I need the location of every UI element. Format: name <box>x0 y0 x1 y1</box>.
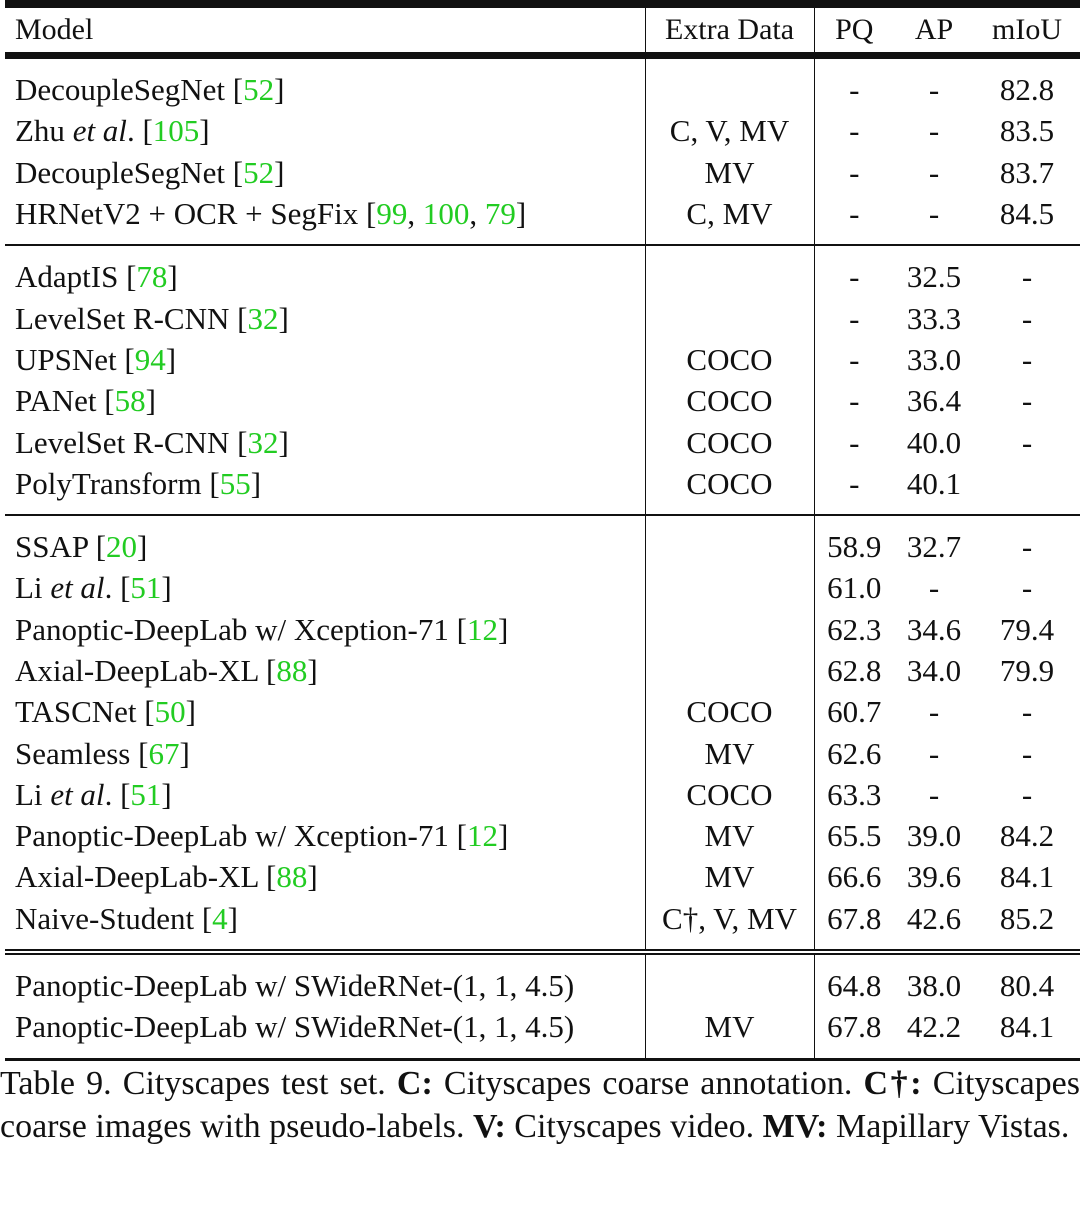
model-cell: TASCNet [50] <box>15 694 196 730</box>
citation-link[interactable]: 51 <box>130 776 162 812</box>
caption-lead: Table 9. Cityscapes test set. <box>0 1065 397 1102</box>
citation-link[interactable]: 4 <box>212 900 228 936</box>
ap-cell: 38.0 <box>894 952 974 1006</box>
ap-cell: 32.5 <box>894 245 974 297</box>
citation-link[interactable]: 100 <box>422 196 470 232</box>
model-name: PANet <box>15 383 105 419</box>
ap-cell: 36.4 <box>906 383 962 419</box>
model-cell: Axial-DeepLab-XL [88] <box>15 859 318 895</box>
pq-cell: - <box>849 424 860 460</box>
model-name: DecoupleSegNet <box>15 154 233 190</box>
ap-cell: 42.2 <box>894 1006 974 1059</box>
citation-link[interactable]: 20 <box>106 529 138 565</box>
header-extra-data: Extra Data <box>645 4 814 56</box>
ap-cell: - <box>928 570 940 606</box>
caption-text: Cityscapes coarse annotation. <box>432 1065 864 1102</box>
caption-key: C†: <box>863 1065 922 1102</box>
citation-link[interactable]: 12 <box>466 818 498 854</box>
table-row <box>5 815 1080 856</box>
model-name: Axial-DeepLab-XL <box>15 859 267 895</box>
miou-cell: 82.8 <box>999 72 1055 108</box>
pq-cell: 62.8 <box>827 653 882 688</box>
model-name: LevelSet R-CNN <box>15 424 238 460</box>
ap-cell: - <box>928 776 940 812</box>
miou-cell: 83.7 <box>999 154 1055 190</box>
model-cell: Panoptic-DeepLab w/ Xception-71 [12] <box>15 818 509 854</box>
extra-data-cell: MV <box>645 152 814 193</box>
miou-cell: 84.1 <box>974 1006 1080 1059</box>
pq-cell: 63.3 <box>827 776 882 812</box>
caption-key: C: <box>396 1065 433 1102</box>
caption-text: Cityscapes video. <box>505 1108 763 1145</box>
pq-cell: 67.8 <box>814 1006 894 1059</box>
pq-cell: - <box>849 300 860 336</box>
table-row <box>5 898 1080 952</box>
miou-cell: 84.1 <box>999 859 1055 895</box>
model-name: LevelSet R-CNN <box>15 300 238 336</box>
ap-cell: - <box>928 72 940 108</box>
table-row <box>5 567 1080 608</box>
ap-cell: 33.3 <box>906 300 962 336</box>
model-name: Zhu <box>15 113 65 149</box>
model-cell: Li et al. [51] <box>15 570 172 606</box>
model-name-italic: et al <box>42 776 105 812</box>
citation-link[interactable]: 88 <box>276 859 308 895</box>
table-row <box>5 732 1080 773</box>
model-name: Seamless <box>15 735 139 771</box>
ap-cell: - <box>928 113 940 149</box>
ap-cell: 40.1 <box>906 465 962 501</box>
citation-link[interactable]: 94 <box>134 341 166 377</box>
extra-data-cell <box>645 609 814 650</box>
table-group <box>5 245 1080 515</box>
model-name: Naive-Student <box>15 900 202 936</box>
miou-cell: - <box>974 245 1080 297</box>
header-miou: mIoU <box>992 13 1062 46</box>
extra-data-cell: C, V, MV <box>645 110 814 151</box>
model-cell: PolyTransform [55] <box>15 465 262 501</box>
model-cell: Axial-DeepLab-XL [88] <box>15 653 318 688</box>
table-row <box>5 380 1080 421</box>
model-name: SSAP <box>15 529 96 565</box>
table-row <box>5 463 1080 515</box>
header-model: Model <box>15 13 94 46</box>
ap-cell: 42.6 <box>906 900 962 936</box>
table-caption <box>0 1062 1080 1148</box>
model-name: Panoptic-DeepLab w/ Xception-71 <box>15 818 457 854</box>
extra-data-cell <box>645 650 814 691</box>
model-cell: Seamless [67] <box>15 735 190 771</box>
caption-text: Mapillary Vistas. <box>827 1108 1070 1145</box>
header-pq: PQ <box>835 13 874 46</box>
extra-data-cell: COCO <box>645 691 814 732</box>
citation-link[interactable]: 78 <box>136 259 168 295</box>
model-name: Axial-DeepLab-XL <box>15 653 267 688</box>
citation-link[interactable]: 52 <box>243 72 275 108</box>
extra-data-cell <box>645 952 814 1006</box>
model-name: Panoptic-DeepLab w/ SWideRNet-(1, 1, 4.5) <box>15 1009 575 1045</box>
citation-link[interactable]: 58 <box>114 383 146 419</box>
extra-data-cell <box>645 567 814 608</box>
citation-link[interactable]: 50 <box>154 694 186 730</box>
table-row <box>5 515 1080 567</box>
table-row <box>5 691 1080 732</box>
caption-key: MV: <box>762 1108 828 1145</box>
citation-link[interactable]: 105 <box>152 113 200 149</box>
pq-cell: - <box>849 383 860 419</box>
model-name-italic: et al <box>42 570 105 606</box>
miou-cell: 83.5 <box>999 113 1055 149</box>
model-cell: HRNetV2 + OCR + SegFix [99, 100, 79] <box>15 196 527 232</box>
extra-data-cell: COCO <box>645 774 814 815</box>
model-cell: AdaptIS [78] <box>5 245 645 297</box>
model-cell: SSAP [20] <box>5 515 645 567</box>
miou-cell: - <box>1021 776 1033 812</box>
model-cell <box>5 1006 645 1059</box>
ap-cell: 33.0 <box>906 341 962 377</box>
model-name: Li <box>15 570 43 606</box>
table-row <box>5 609 1080 650</box>
extra-data-cell: COCO <box>645 463 814 515</box>
extra-data-cell: MV <box>645 1006 814 1059</box>
model-name: HRNetV2 + OCR + SegFix <box>15 196 367 232</box>
results-table-container <box>5 0 1080 1061</box>
model-name: Panoptic-DeepLab w/ SWideRNet-(1, 1, 4.5) <box>15 968 575 1004</box>
pq-cell: - <box>849 341 860 377</box>
header-ap: AP <box>914 13 954 46</box>
table-row <box>5 297 1080 338</box>
table-row <box>5 774 1080 815</box>
miou-cell: 85.2 <box>999 900 1055 936</box>
ap-cell: 34.6 <box>906 611 962 647</box>
extra-data-cell <box>645 56 814 111</box>
caption-key: V: <box>473 1108 506 1145</box>
model-name: DecoupleSegNet <box>15 72 233 108</box>
extra-data-cell: COCO <box>645 380 814 421</box>
pq-cell: - <box>849 465 860 501</box>
ap-cell: - <box>928 154 940 190</box>
citation-link[interactable]: 51 <box>130 570 162 606</box>
ap-cell: - <box>928 735 940 771</box>
miou-cell: 79.9 <box>999 653 1055 688</box>
model-name: Panoptic-DeepLab w/ Xception-71 <box>15 611 457 647</box>
miou-cell: 84.5 <box>999 196 1055 232</box>
miou-cell: 80.4 <box>974 952 1080 1006</box>
miou-cell: - <box>1021 383 1033 419</box>
model-cell: Li et al. [51] <box>15 776 172 812</box>
extra-data-cell: MV <box>645 732 814 773</box>
miou-cell: - <box>1021 300 1033 336</box>
table-row <box>5 952 1080 1006</box>
model-name-italic: et al <box>64 113 127 149</box>
table-row <box>5 1006 1080 1059</box>
citation-link[interactable]: 99 <box>376 196 408 232</box>
header-row <box>5 4 1080 56</box>
model-cell: DecoupleSegNet [52] <box>15 154 285 190</box>
model-cell: DecoupleSegNet [52] <box>15 72 285 108</box>
miou-cell: 79.4 <box>999 611 1055 647</box>
model-cell <box>5 952 645 1006</box>
table-row <box>5 421 1080 462</box>
pq-cell: 61.0 <box>827 570 882 606</box>
extra-data-cell: COCO <box>645 339 814 380</box>
citation-link[interactable]: 12 <box>466 611 498 647</box>
extra-data-cell <box>645 245 814 297</box>
citation-link[interactable]: 55 <box>219 465 251 501</box>
citation-link[interactable]: 32 <box>247 424 279 460</box>
table-header <box>5 4 1080 56</box>
model-cell: Zhu et al. [105] <box>15 113 210 149</box>
miou-cell: - <box>1021 570 1033 606</box>
extra-data-cell: MV <box>645 815 814 856</box>
model-name: PolyTransform <box>15 465 210 501</box>
miou-cell: 84.2 <box>999 818 1055 854</box>
ap-cell: - <box>928 196 940 232</box>
miou-cell: - <box>1021 341 1033 377</box>
pq-cell: 62.6 <box>827 735 882 771</box>
pq-cell: - <box>849 72 860 108</box>
table-row <box>5 856 1080 897</box>
ap-cell: 32.7 <box>894 515 974 567</box>
table-row <box>5 650 1080 691</box>
pq-cell: 60.7 <box>827 694 882 730</box>
miou-cell: - <box>1021 694 1033 730</box>
ap-cell: 39.0 <box>906 818 962 854</box>
ap-cell: 39.6 <box>906 859 962 895</box>
model-name: UPSNet <box>15 341 125 377</box>
pq-cell: 64.8 <box>814 952 894 1006</box>
model-name: AdaptIS <box>15 259 127 295</box>
pq-cell: 58.9 <box>814 515 894 567</box>
extra-data-cell: C†, V, MV <box>645 898 814 952</box>
model-cell: UPSNet [94] <box>15 341 177 377</box>
pq-cell: 67.8 <box>827 900 882 936</box>
table-group <box>5 56 1080 246</box>
miou-cell <box>974 463 1080 515</box>
table-row <box>5 56 1080 111</box>
extra-data-cell <box>645 515 814 567</box>
table-row <box>5 245 1080 297</box>
model-cell: PANet [58] <box>15 383 156 419</box>
citation-link[interactable]: 79 <box>484 196 516 232</box>
pq-cell: - <box>849 154 860 190</box>
results-table <box>5 0 1080 1061</box>
miou-cell: - <box>974 515 1080 567</box>
pq-cell: - <box>814 245 894 297</box>
table-group <box>5 952 1080 1059</box>
citation-link[interactable]: 88 <box>276 653 308 688</box>
citation-link[interactable]: 32 <box>247 300 279 336</box>
extra-data-cell <box>645 297 814 338</box>
extra-data-cell: MV <box>645 856 814 897</box>
extra-data-cell: C, MV <box>645 193 814 245</box>
pq-cell: 66.6 <box>827 859 882 895</box>
ap-cell: 40.0 <box>906 424 962 460</box>
model-name-suffix: . <box>104 776 121 812</box>
pq-cell: - <box>849 113 860 149</box>
table-row <box>5 339 1080 380</box>
table-row <box>5 193 1080 245</box>
citation-link[interactable]: 67 <box>148 735 180 771</box>
pq-cell: 62.3 <box>827 611 882 647</box>
pq-cell: - <box>849 196 860 232</box>
table-row <box>5 152 1080 193</box>
miou-cell: - <box>1021 735 1033 771</box>
caption-text: Cityscapes coarse images with pseudo-labels. <box>0 1065 1080 1145</box>
ap-cell: - <box>928 694 940 730</box>
citation-link[interactable]: 52 <box>243 154 275 190</box>
ap-cell: 34.0 <box>906 653 962 688</box>
model-cell: Naive-Student [4] <box>15 900 238 936</box>
table-group <box>5 515 1080 952</box>
model-cell: LevelSet R-CNN [32] <box>15 300 289 336</box>
pq-cell: 65.5 <box>827 818 882 854</box>
extra-data-cell: COCO <box>645 421 814 462</box>
model-cell: LevelSet R-CNN [32] <box>15 424 289 460</box>
table-row <box>5 110 1080 151</box>
model-name-suffix: . <box>126 113 143 149</box>
model-name: TASCNet <box>15 694 145 730</box>
model-name: Li <box>15 776 43 812</box>
miou-cell: - <box>1021 424 1033 460</box>
model-name-suffix: . <box>104 570 121 606</box>
model-cell: Panoptic-DeepLab w/ Xception-71 [12] <box>15 611 509 647</box>
